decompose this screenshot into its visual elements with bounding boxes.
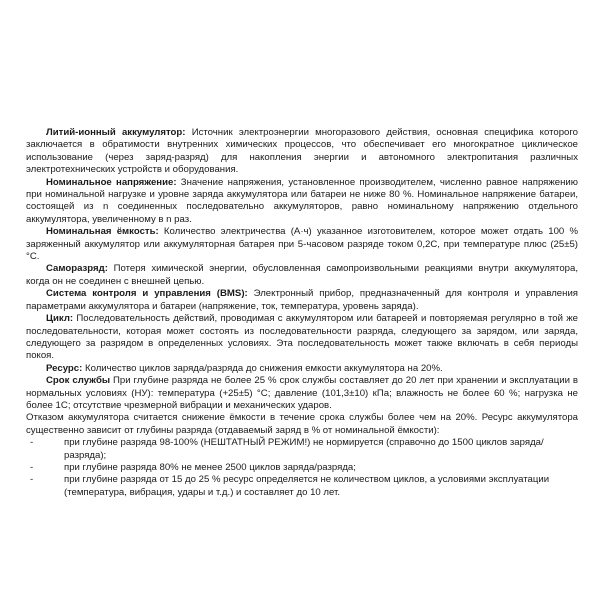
term-label: Система контроля и управления (BMS): [46, 288, 248, 300]
definition-self-discharge [26, 263, 578, 288]
list-item: - при глубине разряда 98-100% (НЕШТАТНЫЙ РЕЖИМ!) не нормируется (справочно до 1500 циклов заряда/разряда); [26, 437, 578, 462]
definition-resource [26, 363, 578, 375]
definition-li-ion-battery [26, 127, 578, 177]
term-label: Номинальная ёмкость: [46, 226, 159, 238]
definition-text: Количество электричества (А·ч) указанное изготовителем, которое может отдать 100 % заряженный аккумулятор или аккумуляторная батарея при 5-часовом разряде током 0,2С, при температуре плюс (25±5) °С. [26, 226, 579, 263]
definition-text: При глубине разряда не более 25 % срок службы составляет до 20 лет при хранении и эксплуатации в нормальных условиях (НУ): температура (+25±5) °С; давление (101,3±10) кПа; влажность не более 60 %; нагрузка не более 1С; отсутствие чрезмерной вибрации и механических ударов. [26, 375, 579, 411]
definition-text: Потеря химической энергии, обусловленная самопроизвольными реакциями внутри аккумулятора, когда он не соединен с внешней цепью. [26, 263, 578, 287]
list-item: - при глубине разряда 80% не менее 2500 циклов заряда/разряда; [26, 462, 578, 474]
discharge-depth-list [26, 437, 578, 499]
definition-nominal-voltage [26, 177, 578, 227]
term-label: Срок службы [46, 375, 111, 387]
definition-service-life [26, 375, 578, 412]
term-label: Ресурс: [46, 362, 83, 374]
term-label: Цикл: [46, 313, 74, 325]
definition-cycle [26, 313, 578, 363]
closing-paragraph: Отказом аккумулятора считается снижение ёмкости в течение срока службы более чем на 20%. Ресурс аккумулятора существенно зависит от глубины разряда (отдаваемый заряд в % от номинальной ёмкости): [26, 412, 578, 436]
list-item: - при глубине разряда от 15 до 25 % ресурс определяется не количеством циклов, а условиями эксплуатации (температура, вибрация, удары и т.д.) и составляет до 10 лет. [26, 474, 578, 499]
definition-bms [26, 288, 578, 313]
definition-text: Последовательность действий, проводимая с аккумулятором или батареей и повторяемая регулярно в той же последовательности, которая может состоять из последовательности разряда, следующего за зарядом, или заряда, следующего за разрядом в определенных условиях. Эта последовательность может также включать в себя периоды покоя. [26, 313, 578, 362]
definition-text: Количество циклов заряда/разряда до снижения емкости аккумулятора на 20%. [82, 362, 443, 374]
definition-nominal-capacity [26, 226, 578, 263]
definition-text: Электронный прибор, предназначенный для контроля и управления параметрами аккумулятора и батареи (напряжение, ток, температура, уровень заряда). [26, 288, 578, 312]
term-label: Литий-ионный аккумулятор: [46, 127, 186, 138]
term-label: Номинальное напряжение: [46, 176, 177, 188]
definition-text: Источник электроэнергии многоразового действия, основная специфика которого заключается в обратимости внутренних химических процессов, что обеспечивает его многократное циклическое использование (через заряд-разряд) для накопления энергии и автономного электропитания различных электротехнических устройств и оборудования. [26, 127, 578, 176]
term-label: Саморазряд: [46, 263, 108, 275]
definition-text: Значение напряжения, установленное производителем, численно равное напряжению при номинальной нагрузке и уровне заряда аккумулятора или батареи не ниже 80 %. Номинальное напряжение батареи, состоящей из n соединенных последовательно аккумуляторов, равно номинальному напряжению отдельного аккумулятора, увеличенному в n раз. [26, 176, 578, 225]
